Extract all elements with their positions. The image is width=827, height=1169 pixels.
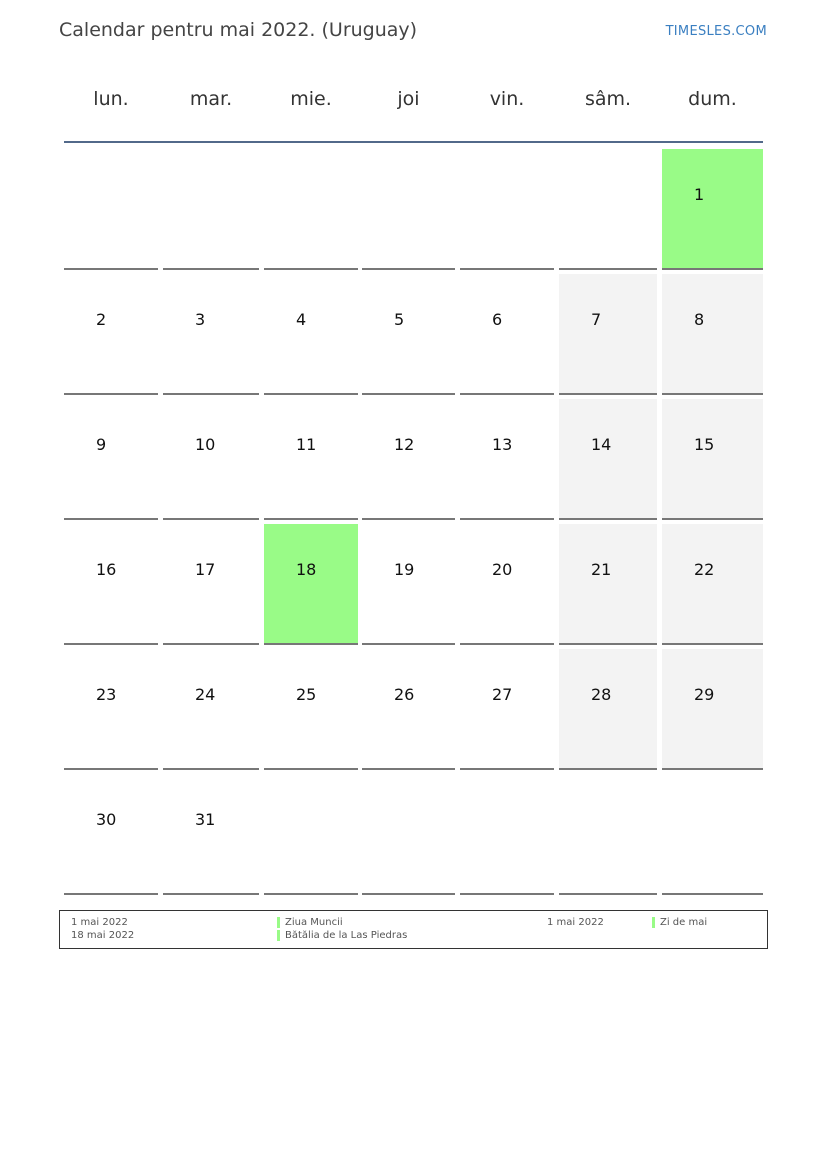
day-cell[interactable] [559, 649, 657, 770]
day-number: 16 [96, 560, 117, 579]
day-cell[interactable] [559, 524, 657, 645]
day-cell[interactable] [662, 399, 763, 520]
day-cell[interactable] [264, 399, 358, 520]
day-number: 22 [694, 560, 715, 579]
day-cell[interactable] [64, 774, 158, 895]
day-cell[interactable] [362, 524, 455, 645]
weekday-label: mar. [189, 88, 233, 110]
day-number: 29 [694, 685, 715, 704]
weekday-label: vin. [489, 88, 525, 110]
header-divider [64, 141, 763, 143]
page-title: Calendar pentru mai 2022. (Uruguay) [59, 19, 418, 41]
day-number: 20 [492, 560, 513, 579]
empty-day-cell [460, 149, 554, 270]
day-number: 8 [694, 310, 705, 329]
day-number: 21 [591, 560, 612, 579]
day-cell[interactable] [362, 399, 455, 520]
day-cell[interactable] [163, 399, 259, 520]
legend-holiday-name: Bătălia de la Las Piedras [285, 930, 408, 941]
day-number: 30 [96, 810, 117, 829]
holiday-marker [652, 917, 655, 928]
day-cell[interactable] [163, 524, 259, 645]
day-number: 18 [296, 560, 317, 579]
day-cell[interactable] [662, 274, 763, 395]
day-cell[interactable] [64, 524, 158, 645]
day-cell[interactable] [460, 274, 554, 395]
day-number: 10 [195, 435, 216, 454]
day-cell[interactable] [662, 524, 763, 645]
empty-day-cell [264, 774, 358, 895]
day-cell[interactable] [64, 649, 158, 770]
day-number: 2 [96, 310, 107, 329]
day-number: 6 [492, 310, 503, 329]
brand-link[interactable]: TIMESLES.COM [665, 24, 767, 39]
holiday-marker [277, 917, 280, 928]
day-number: 4 [296, 310, 307, 329]
day-cell[interactable] [264, 649, 358, 770]
empty-day-cell [163, 149, 259, 270]
day-cell[interactable] [163, 774, 259, 895]
day-number: 1 [694, 185, 705, 204]
empty-day-cell [362, 774, 455, 895]
empty-day-cell [264, 149, 358, 270]
weekday-header [64, 88, 763, 118]
legend-date: 18 mai 2022 [71, 930, 135, 941]
day-number: 28 [591, 685, 612, 704]
empty-day-cell [662, 774, 763, 895]
day-number: 25 [296, 685, 317, 704]
day-number: 24 [195, 685, 216, 704]
holiday-marker [277, 930, 280, 941]
day-number: 15 [694, 435, 715, 454]
holiday-legend [59, 910, 768, 949]
day-cell[interactable] [264, 274, 358, 395]
day-number: 31 [195, 810, 216, 829]
day-cell[interactable] [460, 649, 554, 770]
day-number: 7 [591, 310, 602, 329]
day-cell[interactable] [662, 649, 763, 770]
day-number: 26 [394, 685, 415, 704]
day-cell[interactable] [662, 149, 763, 270]
day-number: 3 [195, 310, 206, 329]
day-cell[interactable] [64, 274, 158, 395]
day-number: 27 [492, 685, 513, 704]
legend-holiday-name: Ziua Muncii [285, 917, 343, 928]
day-number: 14 [591, 435, 612, 454]
weekday-label: dum. [688, 88, 737, 110]
empty-day-cell [559, 149, 657, 270]
empty-day-cell [559, 774, 657, 895]
day-number: 23 [96, 685, 117, 704]
weekday-label: joi [397, 88, 420, 110]
day-number: 17 [195, 560, 216, 579]
day-cell[interactable] [64, 399, 158, 520]
day-cell[interactable] [362, 649, 455, 770]
day-number: 5 [394, 310, 405, 329]
day-number: 19 [394, 560, 415, 579]
day-cell[interactable] [460, 399, 554, 520]
day-cell[interactable] [460, 524, 554, 645]
empty-day-cell [64, 149, 158, 270]
legend-date: 1 mai 2022 [547, 917, 604, 928]
day-cell[interactable] [362, 274, 455, 395]
day-number: 11 [296, 435, 317, 454]
day-number: 9 [96, 435, 107, 454]
day-cell[interactable] [559, 274, 657, 395]
day-cell[interactable] [264, 524, 358, 645]
weekday-label: lun. [93, 88, 129, 110]
weekday-label: sâm. [584, 88, 632, 110]
legend-date: 1 mai 2022 [71, 917, 128, 928]
empty-day-cell [460, 774, 554, 895]
day-cell[interactable] [163, 274, 259, 395]
day-cell[interactable] [163, 649, 259, 770]
day-cell[interactable] [559, 399, 657, 520]
legend-holiday-name: Zi de mai [660, 917, 708, 928]
weekday-label: mie. [290, 88, 332, 110]
empty-day-cell [362, 149, 455, 270]
day-number: 12 [394, 435, 415, 454]
day-number: 13 [492, 435, 513, 454]
